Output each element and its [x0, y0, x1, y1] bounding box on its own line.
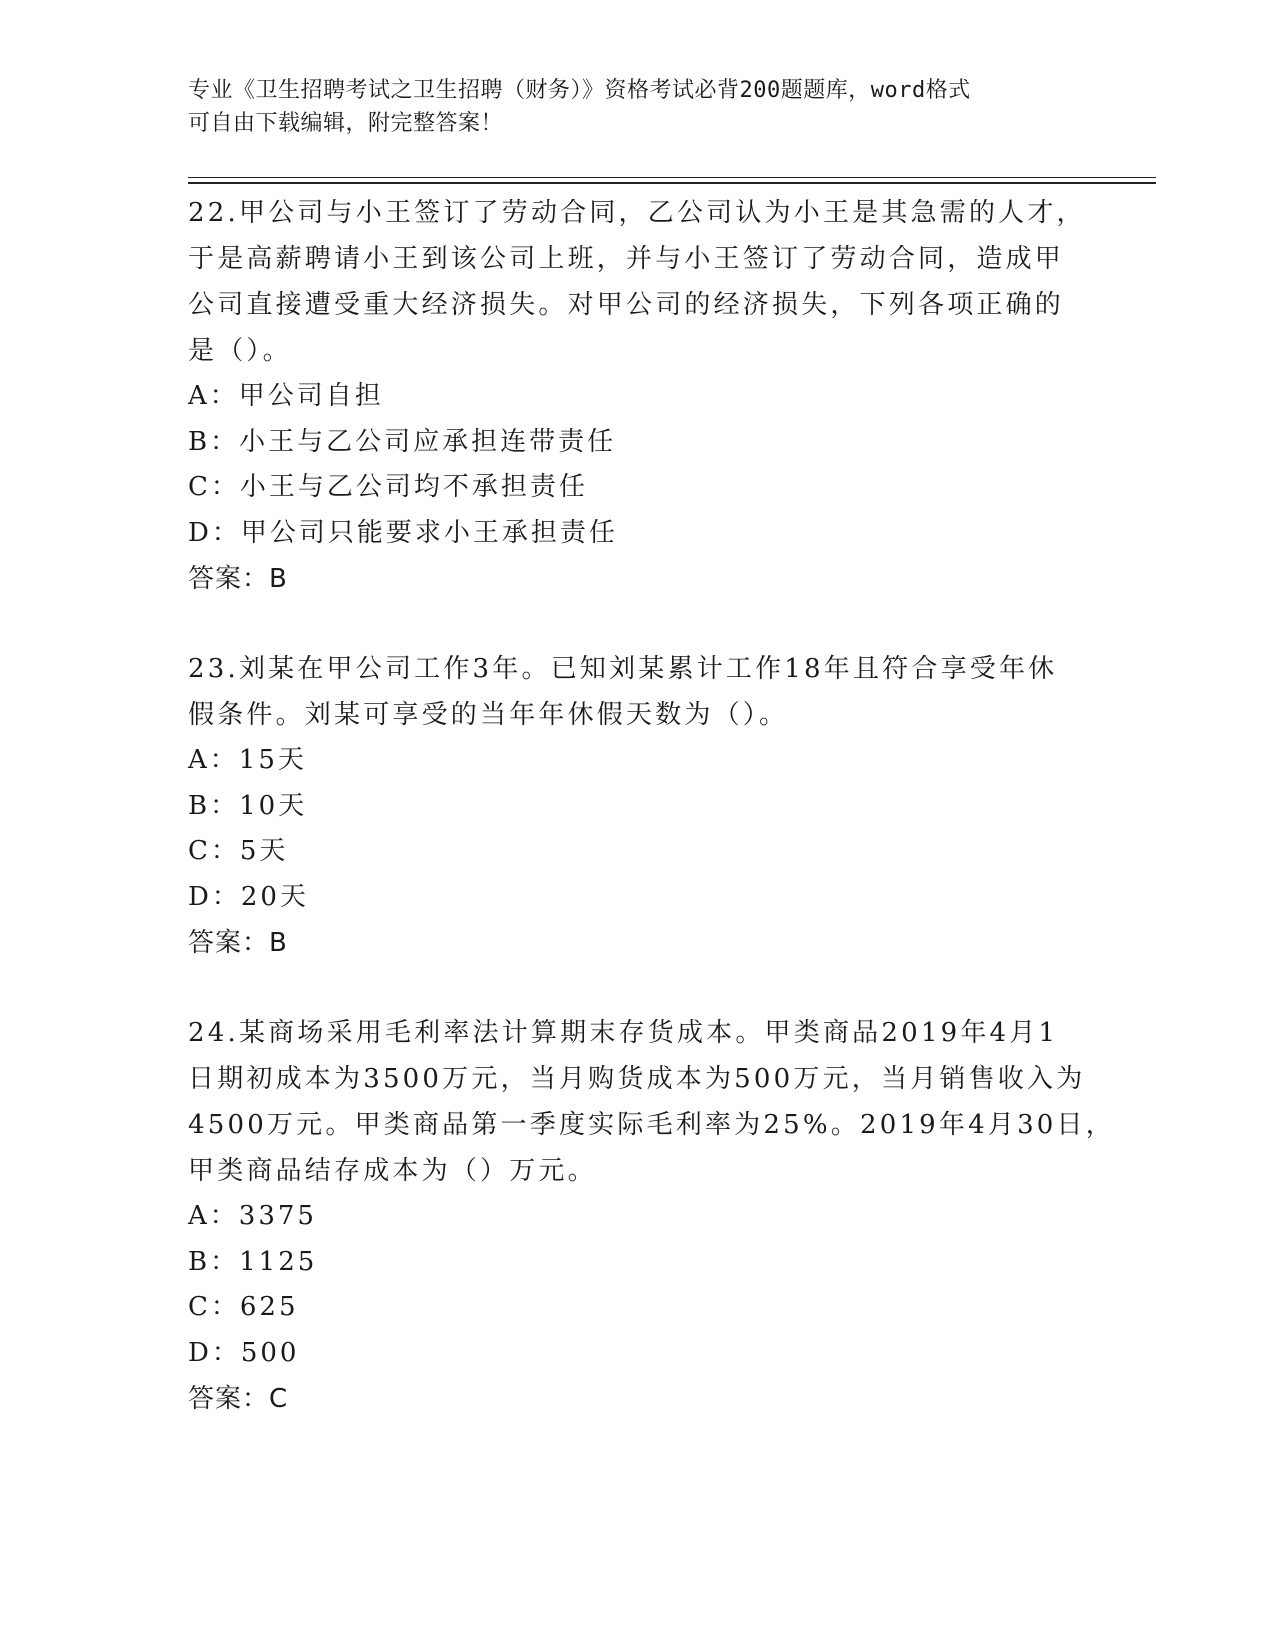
option-a: A：15天 [188, 745, 307, 775]
question-text-line: 22.甲公司与小王签订了劳动合同，乙公司认为小王是其急需的人才， [188, 198, 1086, 228]
question-text-line: 日期初成本为3500万元，当月购货成本为500万元，当月销售收入为 [188, 1064, 1086, 1094]
option-d: D：20天 [188, 881, 309, 912]
spacer [188, 602, 1088, 646]
answer-line: 答案：B [188, 928, 288, 958]
question-text-line: 24.某商场采用毛利率法计算期末存货成本。甲类商品2019年4月1 [188, 1018, 1059, 1048]
option-c: C：小王与乙公司均不承担责任 [188, 472, 588, 502]
option-a: A：甲公司自担 [188, 381, 384, 411]
question-22 [188, 190, 1088, 602]
question-23 [188, 646, 1088, 966]
spacer [188, 966, 1088, 1010]
option-d: D：甲公司只能要求小王承担责任 [188, 517, 618, 548]
question-text-line: 23.刘某在甲公司工作3年。已知刘某累计工作18年且符合享受年休 [188, 654, 1058, 684]
question-text-line: 4500万元。甲类商品第一季度实际毛利率为25%。2019年4月30日， [188, 1110, 1115, 1140]
option-c: C：5天 [188, 836, 289, 866]
question-text-line: 公司直接遭受重大经济损失。对甲公司的经济损失，下列各项正确的 [188, 290, 1065, 320]
option-a: A：3375 [188, 1201, 317, 1231]
option-b: B：1125 [188, 1246, 318, 1277]
question-text-line: 甲类商品结存成本为（）万元。 [188, 1156, 597, 1186]
question-text-line: 假条件。刘某可享受的当年年休假天数为（）。 [188, 700, 789, 730]
option-b: B：10天 [188, 790, 308, 821]
document-body [188, 190, 1115, 1422]
header-divider-thick [188, 182, 1156, 184]
header-divider-thin [188, 177, 1156, 178]
answer-line: 答案：B [188, 564, 288, 594]
question-text-line: 是（）。 [188, 336, 292, 366]
document-header [188, 74, 1068, 140]
question-text-line: 于是高薪聘请小王到该公司上班，并与小王签订了劳动合同，造成甲 [188, 244, 1065, 274]
header-line: 专业《卫生招聘考试之卫生招聘（财务）》资格考试必背200题题库，word格式 [188, 78, 971, 103]
option-d: D：500 [188, 1337, 300, 1368]
answer-line: 答案：C [188, 1384, 289, 1414]
option-c: C：625 [188, 1292, 299, 1322]
question-24 [188, 1010, 1115, 1422]
option-b: B：小王与乙公司应承担连带责任 [188, 426, 617, 457]
header-line: 可自由下载编辑，附完整答案！ [188, 111, 504, 136]
